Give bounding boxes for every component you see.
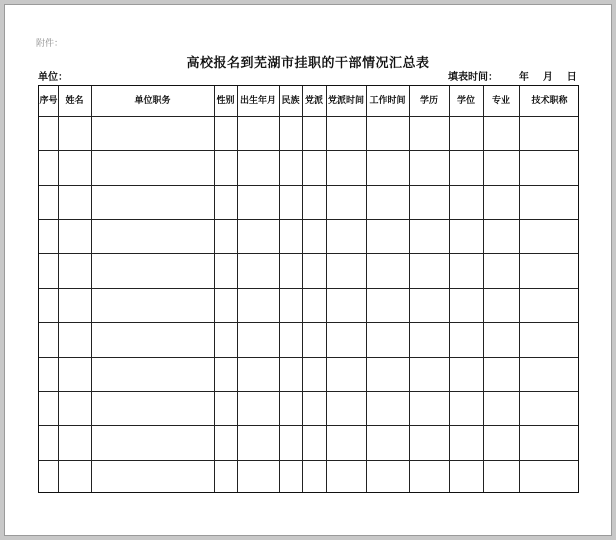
table-column-divider — [519, 86, 520, 492]
document-title: 高校报名到芜湖市挂职的干部情况汇总表 — [186, 56, 430, 71]
table-row-divider — [39, 288, 578, 289]
col-header-name: 姓名 — [65, 95, 84, 106]
table-column-divider — [483, 86, 484, 492]
table-row-divider — [39, 116, 578, 117]
table-column-divider — [326, 86, 327, 492]
col-header-gender: 性别 — [216, 95, 235, 106]
table-column-divider — [302, 86, 303, 492]
table-column-divider — [214, 86, 215, 492]
table-row-divider — [39, 150, 578, 151]
col-header-unit-position: 单位职务 — [134, 95, 171, 106]
col-header-education: 学历 — [419, 95, 438, 106]
col-header-serial-no: 序号 — [39, 95, 58, 106]
table-column-divider — [58, 86, 59, 492]
col-header-party-date: 党派时间 — [327, 95, 364, 106]
col-header-degree: 学位 — [456, 95, 475, 106]
col-header-major: 专业 — [491, 95, 510, 106]
table-column-divider — [366, 86, 367, 492]
col-header-technical-title: 技术职称 — [531, 95, 568, 106]
table-row-divider — [39, 425, 578, 426]
table-row-divider — [39, 185, 578, 186]
table-row-divider — [39, 391, 578, 392]
table-column-divider — [279, 86, 280, 492]
table-row-divider — [39, 460, 578, 461]
table-column-divider — [409, 86, 410, 492]
table-column-divider — [449, 86, 450, 492]
table-column-divider — [237, 86, 238, 492]
table-row-divider — [39, 219, 578, 220]
table-column-divider — [91, 86, 92, 492]
col-header-birth-date: 出生年月 — [239, 95, 276, 106]
table-row-divider — [39, 322, 578, 323]
summary-table — [38, 85, 579, 493]
table-row-divider — [39, 357, 578, 358]
fill-date-label: 填表时间： 年 月 日 — [448, 72, 577, 83]
unit-label: 单位： — [38, 72, 68, 83]
attachment-label: 附件： — [36, 39, 64, 49]
table-row-divider — [39, 253, 578, 254]
col-header-work-start: 工作时间 — [369, 95, 406, 106]
col-header-party: 党派 — [304, 95, 323, 106]
col-header-ethnicity: 民族 — [281, 95, 300, 106]
